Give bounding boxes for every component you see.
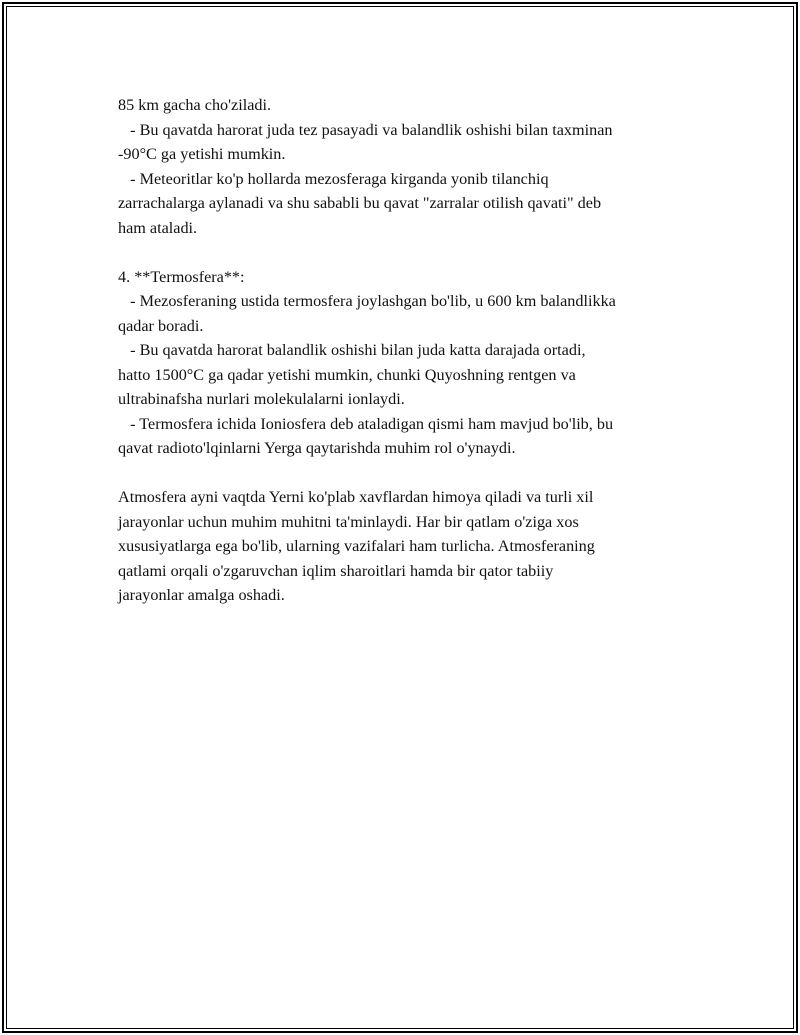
document-body [118,93,698,608]
text-line: qavat radioto'lqinlarni Yerga qaytarishda muhim rol o'ynaydi. [118,439,516,457]
text-line: Atmosfera ayni vaqtda Yerni ko'plab xavflardan himoya qiladi va turli xil [118,488,594,506]
text-line: qadar boradi. [118,316,204,335]
text-line: hatto 1500°C ga qadar yetishi mumkin, chunki Quyoshning rentgen va [118,365,576,384]
text-line: ham ataladi. [118,218,198,237]
text-line: ultrabinafsha nurlari molekulalarni ionlaydi. [118,390,405,408]
text-line: zarrachalarga aylanadi va shu sababli bu qavat "zarralar otilish qavati" deb [118,194,602,212]
blank-line [118,461,698,486]
blank-line [118,240,698,265]
section-heading: 4. **Termosfera**: [118,267,245,286]
text-line: qatlami orqali o'zgaruvchan iqlim sharoitlari hamda bir qator tabiiy [118,561,554,580]
text-line: - Termosfera ichida Ioniosfera deb ataladigan qismi ham mavjud bo'lib, bu [118,414,614,433]
text-line: xususiyatlarga ega bo'lib, ularning vazifalari ham turlicha. Atmosferaning [118,537,595,555]
text-line: - Meteoritlar ko'p hollarda mezosferaga kirganda yonib tilanchiq [118,169,549,188]
paragraph-thermosphere [118,265,698,461]
paragraph-conclusion [118,485,698,608]
text-line: 85 km gacha cho'ziladi. [118,96,272,114]
text-line: jarayonlar amalga oshadi. [118,586,285,604]
text-line: - Bu qavatda harorat juda tez pasayadi va balandlik oshishi bilan taxminan [118,120,613,139]
text-line: -90°C ga yetishi mumkin. [118,145,286,163]
paragraph-mesosphere [118,93,698,240]
text-line: - Mezosferaning ustida termosfera joylashgan bo'lib, u 600 km balandlikka [118,292,616,310]
text-line: jarayonlar uchun muhim muhitni ta'minlaydi. Har bir qatlam o'ziga xos [118,512,579,531]
text-line: - Bu qavatda harorat balandlik oshishi bilan juda katta darajada ortadi, [118,341,586,359]
